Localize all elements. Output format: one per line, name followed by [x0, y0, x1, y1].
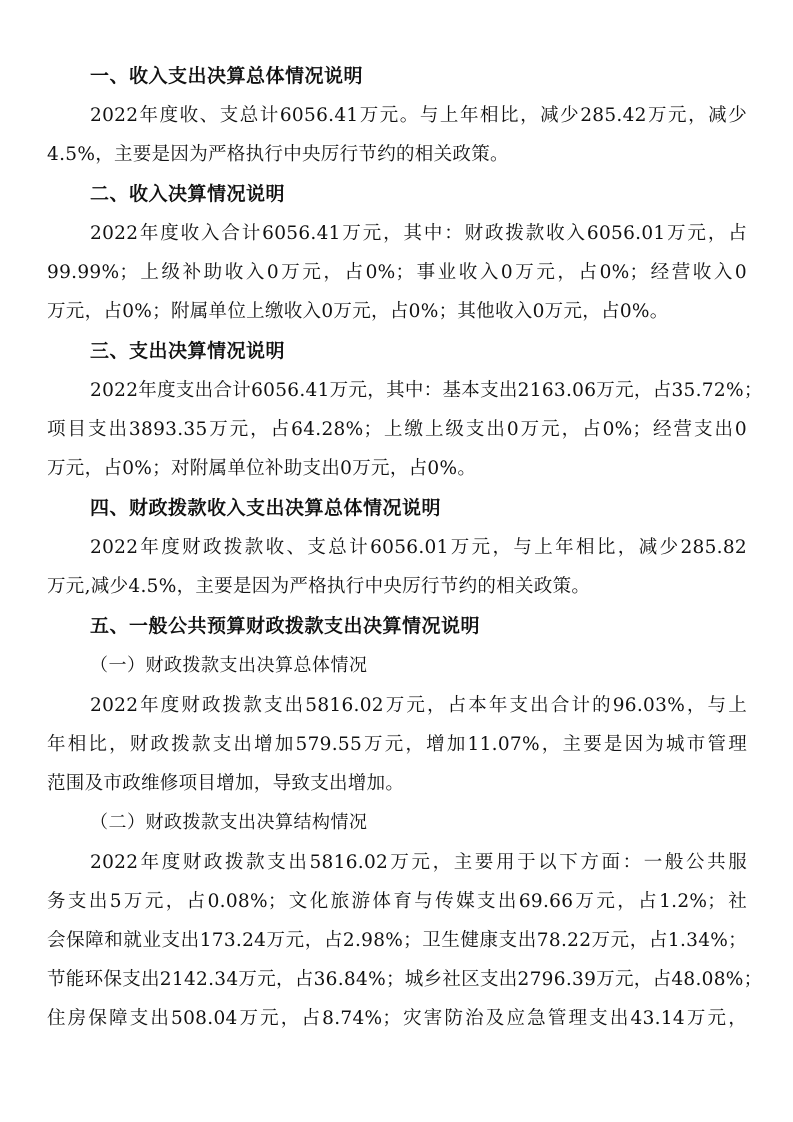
paragraph-line: 务支出5万元，占0.08%；文化旅游体育与传媒支出69.66万元，占1.2%；社: [47, 891, 747, 912]
section-4-heading: 四、财政拨款收入支出决算总体情况说明: [90, 497, 442, 519]
paragraph-line: 年相比，财政拨款支出增加579.55万元，增加11.07%，主要是因为城市管理: [47, 734, 747, 755]
document-page: [47, 56, 763, 1038]
paragraph-line: 99.99%；上级补助收入0万元，占0%；事业收入0万元，占0%；经营收入0: [47, 262, 747, 283]
section-5-heading: 五、一般公共预算财政拨款支出决算情况说明: [90, 615, 481, 637]
section-4-body: [47, 528, 747, 606]
paragraph-line: 万元,减少4.5%，主要是因为严格执行中央厉行节约的相关政策。: [47, 576, 591, 597]
paragraph-line: 2022年度财政拨款收、支总计6056.01万元，与上年相比，减少285.82: [90, 537, 747, 558]
paragraph-line: 会保障和就业支出173.24万元，占2.98%；卫生健康支出78.22万元，占1.34%；: [47, 930, 747, 951]
section-5-subheading-2: （二）财政拨款支出决算结构情况: [90, 812, 368, 833]
paragraph-line: 项目支出3893.35万元，占64.28%；上缴上级支出0万元，占0%；经营支出0: [47, 419, 747, 440]
paragraph-line: 2022年度收、支总计6056.41万元。与上年相比，减少285.42万元，减少: [90, 105, 747, 126]
paragraph-line: 2022年度收入合计6056.41万元，其中：财政拨款收入6056.01万元，占: [90, 223, 747, 244]
section-5-sub1-body: [47, 686, 747, 803]
section-2-heading: 二、收入决算情况说明: [90, 183, 286, 205]
paragraph-line: 4.5%，主要是因为严格执行中央厉行节约的相关政策。: [47, 144, 509, 165]
paragraph-line: 节能环保支出2142.34万元，占36.84%；城乡社区支出2796.39万元，占48.08%；: [47, 969, 763, 990]
section-5-subheading-1: （一）财政拨款支出决算总体情况: [90, 655, 368, 676]
section-1-heading: 一、收入支出决算总体情况说明: [90, 65, 364, 87]
paragraph-line: 万元，占0%；附属单位上缴收入0万元，占0%；其他收入0万元，占0%。: [47, 301, 669, 322]
section-3-body: [47, 371, 763, 488]
paragraph-line: 住房保障支出508.04万元，占8.74%；灾害防治及应急管理支出43.14万元，: [47, 1008, 747, 1029]
paragraph-line: 2022年度支出合计6056.41万元，其中：基本支出2163.06万元，占35.72%；: [90, 380, 763, 401]
section-5-sub2-body: [47, 843, 763, 1038]
section-1-body: [47, 96, 747, 174]
section-3-heading: 三、支出决算情况说明: [90, 340, 286, 362]
paragraph-line: 范围及市政维修项目增加，导致支出增加。: [47, 773, 405, 794]
paragraph-line: 2022年度财政拨款支出5816.02万元，主要用于以下方面：一般公共服: [90, 852, 747, 873]
section-2-body: [47, 214, 747, 331]
paragraph-line: 万元，占0%；对附属单位补助支出0万元，占0%。: [47, 458, 477, 479]
paragraph-line: 2022年度财政拨款支出5816.02万元，占本年支出合计的96.03%，与上: [90, 695, 747, 716]
